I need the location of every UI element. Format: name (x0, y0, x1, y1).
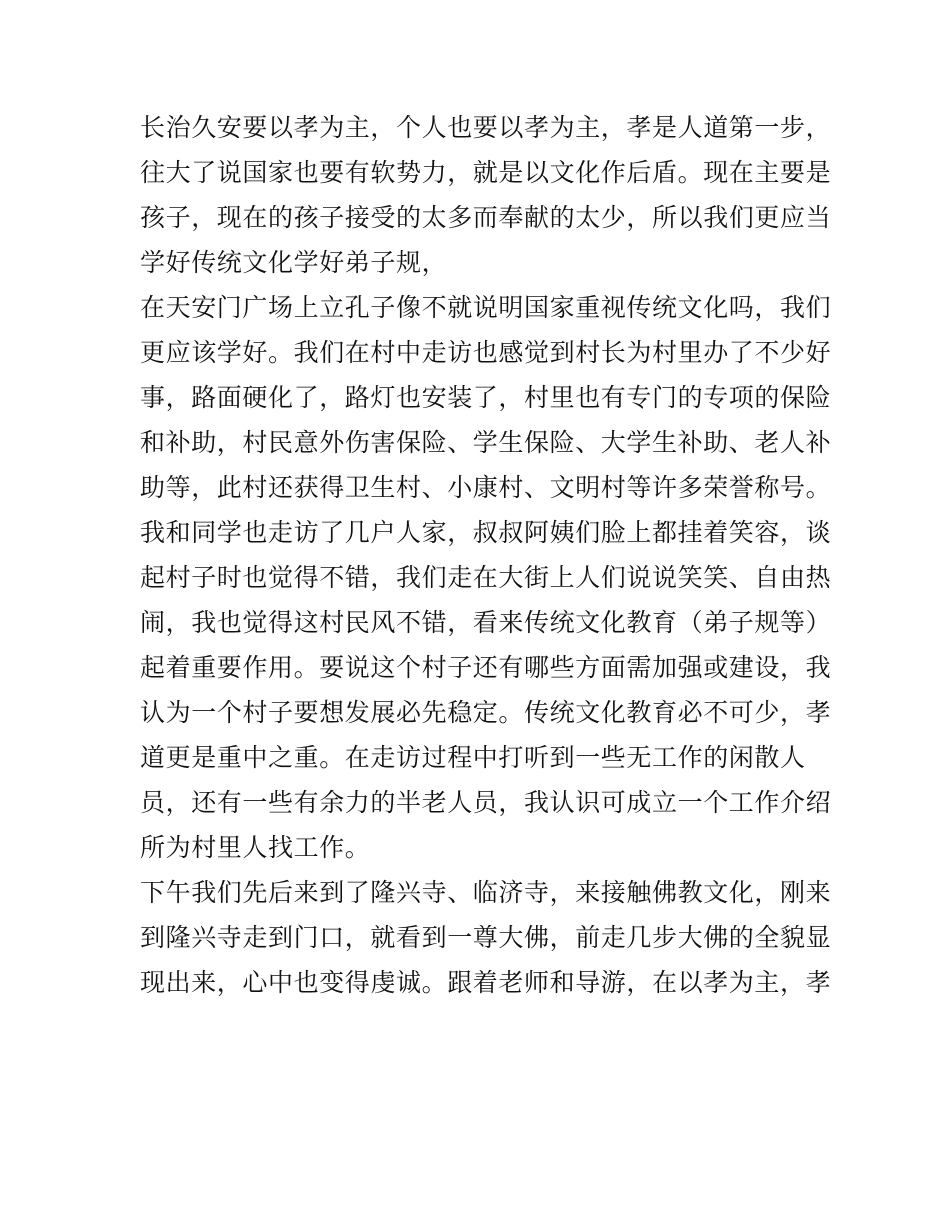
text-line: 认为一个村子要想发展必先稳定。传统文化教育必不可少，孝 (140, 698, 832, 727)
text-line: 在天安门广场上立孔子像不就说明国家重视传统文化吗，我们 (140, 293, 832, 322)
text-line: 起村子时也觉得不错，我们走在大街上人们说说笑笑、自由热 (140, 563, 832, 592)
text-line: 长治久安要以孝为主，个人也要以孝为主，孝是人道第一步， (140, 113, 832, 142)
text-line: 学好传统文化学好弟子规， (140, 248, 448, 277)
text-line: 更应该学好。我们在村中走访也感觉到村长为村里办了不少好 (140, 338, 832, 367)
text-line: 事，路面硬化了，路灯也安装了，村里也有专门的专项的保险 (140, 383, 832, 412)
text-line: 现出来，心中也变得虔诚。跟着老师和导游，在以孝为主，孝 (140, 968, 832, 997)
text-line: 我和同学也走访了几户人家，叔叔阿姨们脸上都挂着笑容，谈 (140, 518, 832, 547)
body-text (140, 105, 832, 1005)
text-line: 道更是重中之重。在走访过程中打听到一些无工作的闲散人 (140, 743, 806, 772)
text-line: 到隆兴寺走到门口，就看到一尊大佛，前走几步大佛的全貌显 (140, 923, 832, 952)
text-line: 闹，我也觉得这村民风不错，看来传统文化教育（弟子规等） (140, 608, 832, 637)
text-line: 往大了说国家也要有软势力，就是以文化作后盾。现在主要是 (140, 158, 832, 187)
text-line: 孩子，现在的孩子接受的太多而奉献的太少，所以我们更应当 (140, 203, 832, 232)
text-line: 和补助，村民意外伤害保险、学生保险、大学生补助、老人补 (140, 428, 832, 457)
text-line: 下午我们先后来到了隆兴寺、临济寺，来接触佛教文化，刚来 (140, 878, 832, 907)
text-line: 员，还有一些有余力的半老人员，我认识可成立一个工作介绍 (140, 788, 832, 817)
text-line: 助等，此村还获得卫生村、小康村、文明村等许多荣誉称号。 (140, 473, 832, 502)
text-line: 所为村里人找工作。 (140, 833, 371, 862)
text-line: 起着重要作用。要说这个村子还有哪些方面需加强或建设，我 (140, 653, 832, 682)
